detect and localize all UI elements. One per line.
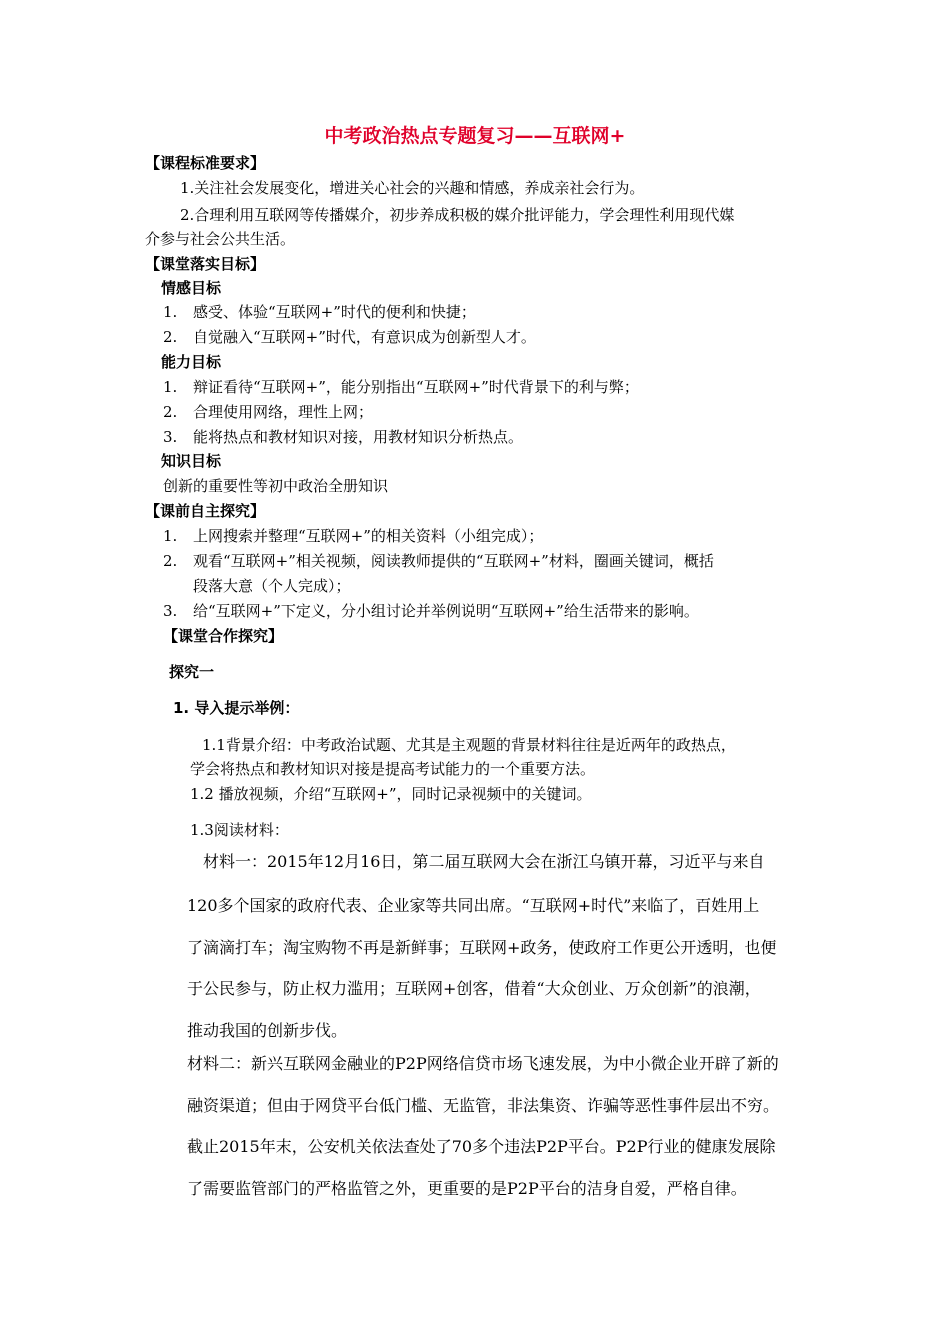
material-1-line-3: 了滴滴打车；淘宝购物不再是新鲜事；互联网+政务，使政府工作更公开透明，也便 (187, 938, 777, 957)
ability-item-1: 1. 辩证看待“互联网+”，能分别指出“互联网+”时代背景下的利与弊； (163, 378, 639, 396)
background-intro-line-2: 学会将热点和教材知识对接是提高考试能力的一个重要方法。 (190, 760, 596, 778)
preclass-item-2-line-1: 2. 观看“互联网+”相关视频，阅读教师提供的“互联网+”材料，圈画关键词，概括 (163, 552, 714, 570)
standards-item-1: 1.关注社会发展变化，增进关心社会的兴趣和情感，养成亲社会行为。 (180, 179, 645, 197)
knowledge-text: 创新的重要性等初中政治全册知识 (163, 477, 389, 495)
emotion-item-1: 1. 感受、体验“互联网+”时代的便利和快捷； (163, 303, 476, 321)
page-title: 中考政治热点专题复习——互联网+ (324, 125, 626, 147)
preclass-item-3: 3. 给“互联网+”下定义，分小组讨论并举例说明“互联网+”给生活带来的影响。 (163, 602, 699, 620)
section-heading-standards: 【课程标准要求】 (145, 154, 266, 172)
material-1-line-2: 120多个国家的政府代表、企业家等共同出席。“互联网+时代”来临了，百姓用上 (187, 896, 760, 915)
material-1-line-1: 材料一：2015年12月16日，第二届互联网大会在浙江乌镇开幕，习近平与来自 (203, 852, 765, 871)
inquiry-item-1: 1. 导入提示举例： (173, 699, 300, 717)
section-heading-objectives: 【课堂落实目标】 (145, 255, 266, 273)
standards-item-2-line-1: 2.合理利用互联网等传播媒介，初步养成积极的媒介批评能力，学会理性利用现代媒 (180, 206, 735, 224)
standards-item-2-line-2: 介参与社会公共生活。 (145, 230, 296, 248)
section-heading-preclass: 【课前自主探究】 (145, 502, 266, 520)
subheading-inquiry-1: 探究一 (169, 663, 215, 681)
video-step: 1.2 播放视频，介绍“互联网+”，同时记录视频中的关键词。 (190, 785, 592, 803)
ability-item-3: 3. 能将热点和教材知识对接，用教材知识分析热点。 (163, 428, 524, 446)
section-heading-cooperative: 【课堂合作探究】 (163, 627, 284, 645)
subheading-ability: 能力目标 (161, 353, 222, 371)
subheading-knowledge: 知识目标 (161, 452, 222, 470)
preclass-item-2-line-2: 段落大意（个人完成）； (193, 577, 351, 595)
material-2-line-2: 融资渠道；但由于网贷平台低门槛、无监管，非法集资、诈骗等恶性事件层出不穷。 (187, 1096, 780, 1115)
reading-step: 1.3阅读材料： (190, 821, 289, 839)
material-2-line-1: 材料二：新兴互联网金融业的P2P网络信贷市场飞速发展，为中小微企业开辟了新的 (187, 1054, 779, 1073)
ability-item-2: 2. 合理使用网络，理性上网； (163, 403, 374, 421)
background-intro-line-1: 1.1背景介绍：中考政治试题、尤其是主观题的背景材料往往是近两年的政热点， (202, 736, 736, 754)
material-2-line-4: 了需要监管部门的严格监管之外，更重要的是P2P平台的洁身自爱，严格自律。 (187, 1179, 747, 1198)
preclass-item-1: 1. 上网搜索并整理“互联网+”的相关资料（小组完成）； (163, 527, 544, 545)
material-1-line-5: 推动我国的创新步伐。 (187, 1021, 348, 1040)
material-2-line-3: 截止2015年末，公安机关依法查处了70多个违法P2P平台。P2P行业的健康发展除 (187, 1137, 776, 1156)
material-1-line-4: 于公民参与，防止权力滥用；互联网+创客，借着“大众创业、万众创新”的浪潮， (187, 979, 761, 998)
emotion-item-2: 2. 自觉融入“互联网+”时代，有意识成为创新型人才。 (163, 328, 536, 346)
subheading-emotion: 情感目标 (161, 279, 222, 297)
